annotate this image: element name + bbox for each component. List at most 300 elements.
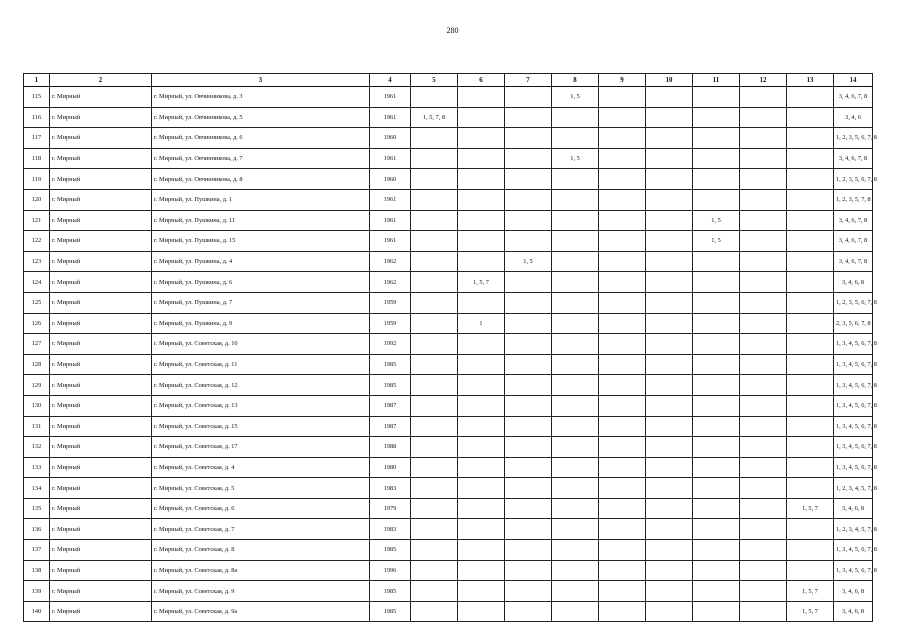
table-cell-col-5 bbox=[411, 87, 458, 108]
table-cell-col-10 bbox=[646, 375, 693, 396]
column-header-5: 5 bbox=[411, 74, 458, 87]
table-cell-col-5 bbox=[411, 478, 458, 499]
table-cell-col-1: 120 bbox=[24, 189, 50, 210]
table-cell-col-13 bbox=[787, 519, 834, 540]
table-cell-col-12 bbox=[740, 560, 787, 581]
table-row bbox=[24, 416, 873, 437]
column-header-11: 11 bbox=[693, 74, 740, 87]
table-cell-col-6 bbox=[458, 128, 505, 149]
table-cell-col-14: 3, 4, 6, 8 bbox=[834, 272, 873, 293]
table-cell-col-1: 125 bbox=[24, 292, 50, 313]
table-cell-col-1: 130 bbox=[24, 395, 50, 416]
table-row bbox=[24, 375, 873, 396]
table-cell-col-13 bbox=[787, 457, 834, 478]
table-cell-col-1: 138 bbox=[24, 560, 50, 581]
table-cell-col-12 bbox=[740, 169, 787, 190]
table-cell-col-1: 139 bbox=[24, 581, 50, 602]
table-cell-col-14: 3, 4, 6, 7, 8 bbox=[834, 251, 873, 272]
table-cell-col-5 bbox=[411, 395, 458, 416]
table-cell-col-10 bbox=[646, 540, 693, 561]
table-cell-col-5 bbox=[411, 334, 458, 355]
table-cell-col-7 bbox=[505, 169, 552, 190]
column-header-9: 9 bbox=[599, 74, 646, 87]
table-cell-col-9 bbox=[599, 128, 646, 149]
table-cell-col-3: г. Мирный, ул. Советская, д. 10 bbox=[152, 334, 370, 355]
table-cell-col-1: 121 bbox=[24, 210, 50, 231]
table-cell-col-3: г. Мирный, ул. Советская, д. 13 bbox=[152, 395, 370, 416]
table-cell-col-5 bbox=[411, 498, 458, 519]
table-cell-col-1: 133 bbox=[24, 457, 50, 478]
table-cell-col-4: 1980 bbox=[370, 457, 411, 478]
table-cell-col-2: г. Мирный bbox=[50, 128, 152, 149]
table-cell-col-11 bbox=[693, 395, 740, 416]
table-cell-col-3: г. Мирный, ул. Овчинникова, д. 8 bbox=[152, 169, 370, 190]
table-cell-col-3: г. Мирный, ул. Советская, д. 5 bbox=[152, 478, 370, 499]
table-cell-col-13 bbox=[787, 107, 834, 128]
column-header-10: 10 bbox=[646, 74, 693, 87]
table-cell-col-1: 119 bbox=[24, 169, 50, 190]
table-cell-col-13 bbox=[787, 478, 834, 499]
table-cell-col-10 bbox=[646, 354, 693, 375]
table-cell-col-5 bbox=[411, 519, 458, 540]
table-cell-col-14: 3, 4, 6 bbox=[834, 107, 873, 128]
table-cell-col-10 bbox=[646, 292, 693, 313]
table-cell-col-11 bbox=[693, 87, 740, 108]
table-cell-col-14: 3, 4, 6, 7, 8 bbox=[834, 148, 873, 169]
table-cell-col-3: г. Мирный, ул. Советская, д. 15 bbox=[152, 416, 370, 437]
table-cell-col-5 bbox=[411, 272, 458, 293]
table-cell-col-9 bbox=[599, 416, 646, 437]
table-cell-col-13 bbox=[787, 437, 834, 458]
table-cell-col-8 bbox=[552, 416, 599, 437]
table-cell-col-3: г. Мирный, ул. Пушкина, д. 1 bbox=[152, 189, 370, 210]
table-cell-col-4: 1960 bbox=[370, 169, 411, 190]
table-row bbox=[24, 560, 873, 581]
table-cell-col-7 bbox=[505, 148, 552, 169]
table-cell-col-7 bbox=[505, 334, 552, 355]
table-cell-col-4: 1985 bbox=[370, 354, 411, 375]
table-cell-col-12 bbox=[740, 437, 787, 458]
table-cell-col-4: 1961 bbox=[370, 189, 411, 210]
table-cell-col-5 bbox=[411, 251, 458, 272]
table-cell-col-8 bbox=[552, 437, 599, 458]
table-row bbox=[24, 478, 873, 499]
table-cell-col-12 bbox=[740, 210, 787, 231]
table-cell-col-6 bbox=[458, 478, 505, 499]
table-cell-col-9 bbox=[599, 581, 646, 602]
table-cell-col-8 bbox=[552, 313, 599, 334]
table-cell-col-14: 1, 3, 4, 5, 6, 7, 8 bbox=[834, 540, 873, 561]
table-cell-col-8 bbox=[552, 519, 599, 540]
table-cell-col-9 bbox=[599, 87, 646, 108]
table-cell-col-4: 1979 bbox=[370, 498, 411, 519]
table-cell-col-7 bbox=[505, 210, 552, 231]
table-cell-col-14: 1, 2, 3, 4, 5, 7, 8 bbox=[834, 519, 873, 540]
table-cell-col-10 bbox=[646, 169, 693, 190]
table-cell-col-12 bbox=[740, 272, 787, 293]
table-cell-col-5 bbox=[411, 313, 458, 334]
table-cell-col-6 bbox=[458, 189, 505, 210]
table-cell-col-8: 1, 5 bbox=[552, 148, 599, 169]
table-cell-col-13 bbox=[787, 128, 834, 149]
table-cell-col-10 bbox=[646, 478, 693, 499]
table-cell-col-10 bbox=[646, 457, 693, 478]
table-cell-col-11 bbox=[693, 189, 740, 210]
table-cell-col-8 bbox=[552, 334, 599, 355]
table-cell-col-10 bbox=[646, 189, 693, 210]
table-cell-col-4: 1961 bbox=[370, 148, 411, 169]
table-cell-col-7 bbox=[505, 581, 552, 602]
table-cell-col-10 bbox=[646, 251, 693, 272]
table-cell-col-14: 3, 4, 6, 8 bbox=[834, 601, 873, 622]
table-cell-col-14: 1, 3, 4, 5, 6, 7, 8 bbox=[834, 560, 873, 581]
table-cell-col-7 bbox=[505, 87, 552, 108]
table-cell-col-6 bbox=[458, 560, 505, 581]
table-row bbox=[24, 498, 873, 519]
table-cell-col-5 bbox=[411, 560, 458, 581]
table-cell-col-8 bbox=[552, 498, 599, 519]
table-cell-col-10 bbox=[646, 313, 693, 334]
table-cell-col-12 bbox=[740, 416, 787, 437]
table-cell-col-12 bbox=[740, 148, 787, 169]
table-cell-col-13: 1, 5, 7 bbox=[787, 601, 834, 622]
table-cell-col-3: г. Мирный, ул. Советская, д. 7 bbox=[152, 519, 370, 540]
table-cell-col-7 bbox=[505, 540, 552, 561]
table-cell-col-11 bbox=[693, 128, 740, 149]
table-row bbox=[24, 457, 873, 478]
table-cell-col-1: 132 bbox=[24, 437, 50, 458]
table-cell-col-11 bbox=[693, 498, 740, 519]
table-cell-col-8 bbox=[552, 395, 599, 416]
table-cell-col-10 bbox=[646, 519, 693, 540]
table-cell-col-4: 1987 bbox=[370, 416, 411, 437]
table-cell-col-10 bbox=[646, 498, 693, 519]
table-cell-col-4: 1961 bbox=[370, 107, 411, 128]
table-cell-col-13 bbox=[787, 148, 834, 169]
table-cell-col-3: г. Мирный, ул. Пушкина, д. 6 bbox=[152, 272, 370, 293]
table-cell-col-11 bbox=[693, 601, 740, 622]
table-cell-col-11 bbox=[693, 519, 740, 540]
table-cell-col-5 bbox=[411, 416, 458, 437]
table-cell-col-12 bbox=[740, 334, 787, 355]
table-cell-col-7 bbox=[505, 437, 552, 458]
table-cell-col-14: 1, 3, 4, 5, 6, 7, 8 bbox=[834, 457, 873, 478]
column-header-6: 6 bbox=[458, 74, 505, 87]
table-cell-col-5 bbox=[411, 354, 458, 375]
table-cell-col-4: 1961 bbox=[370, 210, 411, 231]
table-cell-col-7 bbox=[505, 292, 552, 313]
table-cell-col-9 bbox=[599, 169, 646, 190]
table-cell-col-13 bbox=[787, 87, 834, 108]
table-cell-col-9 bbox=[599, 251, 646, 272]
table-cell-col-13: 1, 5, 7 bbox=[787, 581, 834, 602]
table-cell-col-2: г. Мирный bbox=[50, 395, 152, 416]
column-header-1: 1 bbox=[24, 74, 50, 87]
table-cell-col-7 bbox=[505, 478, 552, 499]
table-cell-col-4: 1962 bbox=[370, 272, 411, 293]
table-cell-col-11 bbox=[693, 437, 740, 458]
table-cell-col-5 bbox=[411, 128, 458, 149]
table-cell-col-12 bbox=[740, 519, 787, 540]
table-cell-col-13 bbox=[787, 210, 834, 231]
table-cell-col-13: 1, 5, 7 bbox=[787, 498, 834, 519]
table-cell-col-9 bbox=[599, 601, 646, 622]
table-cell-col-11: 1, 5 bbox=[693, 231, 740, 252]
table-cell-col-12 bbox=[740, 313, 787, 334]
table-cell-col-13 bbox=[787, 560, 834, 581]
table-cell-col-2: г. Мирный bbox=[50, 601, 152, 622]
table-cell-col-7: 1, 5 bbox=[505, 251, 552, 272]
table-cell-col-8 bbox=[552, 272, 599, 293]
table-cell-col-14: 1, 3, 4, 5, 6, 7, 8 bbox=[834, 395, 873, 416]
table-cell-col-6 bbox=[458, 169, 505, 190]
table-cell-col-6 bbox=[458, 231, 505, 252]
table-cell-col-6 bbox=[458, 354, 505, 375]
table-row bbox=[24, 231, 873, 252]
table-row bbox=[24, 148, 873, 169]
table-cell-col-2: г. Мирный bbox=[50, 189, 152, 210]
table-cell-col-4: 1988 bbox=[370, 437, 411, 458]
table-cell-col-14: 1, 3, 4, 5, 6, 7, 8 bbox=[834, 354, 873, 375]
table-cell-col-6 bbox=[458, 148, 505, 169]
table-cell-col-3: г. Мирный, ул. Советская, д. 17 bbox=[152, 437, 370, 458]
table-row bbox=[24, 169, 873, 190]
column-header-14: 14 bbox=[834, 74, 873, 87]
table-cell-col-12 bbox=[740, 498, 787, 519]
table-cell-col-9 bbox=[599, 210, 646, 231]
table-row bbox=[24, 601, 873, 622]
table-cell-col-14: 1, 3, 4, 5, 6, 7, 8 bbox=[834, 334, 873, 355]
table-cell-col-8 bbox=[552, 210, 599, 231]
table-cell-col-9 bbox=[599, 189, 646, 210]
table-cell-col-6 bbox=[458, 540, 505, 561]
table-cell-col-14: 1, 2, 3, 5, 6, 7, 8 bbox=[834, 169, 873, 190]
table-row bbox=[24, 519, 873, 540]
table-cell-col-7 bbox=[505, 354, 552, 375]
table-cell-col-1: 136 bbox=[24, 519, 50, 540]
table-cell-col-6 bbox=[458, 437, 505, 458]
table-cell-col-6 bbox=[458, 107, 505, 128]
table-cell-col-11 bbox=[693, 169, 740, 190]
table-cell-col-4: 1983 bbox=[370, 478, 411, 499]
table-cell-col-3: г. Мирный, ул. Овчинникова, д. 3 bbox=[152, 87, 370, 108]
table-cell-col-6 bbox=[458, 87, 505, 108]
table-cell-col-5 bbox=[411, 169, 458, 190]
table-cell-col-13 bbox=[787, 354, 834, 375]
table-row bbox=[24, 210, 873, 231]
table-cell-col-13 bbox=[787, 272, 834, 293]
table-row bbox=[24, 581, 873, 602]
table-cell-col-10 bbox=[646, 437, 693, 458]
table-cell-col-14: 3, 4, 6, 8 bbox=[834, 581, 873, 602]
table-cell-col-13 bbox=[787, 395, 834, 416]
table-cell-col-4: 1959 bbox=[370, 313, 411, 334]
table-cell-col-10 bbox=[646, 231, 693, 252]
table-cell-col-8 bbox=[552, 457, 599, 478]
table-cell-col-9 bbox=[599, 272, 646, 293]
table-row bbox=[24, 292, 873, 313]
table-cell-col-14: 1, 2, 3, 4, 5, 7, 8 bbox=[834, 478, 873, 499]
table-body bbox=[24, 87, 877, 622]
table-cell-col-1: 124 bbox=[24, 272, 50, 293]
table-cell-col-2: г. Мирный bbox=[50, 169, 152, 190]
table-cell-col-8 bbox=[552, 251, 599, 272]
table-cell-col-10 bbox=[646, 128, 693, 149]
table-cell-col-2: г. Мирный bbox=[50, 519, 152, 540]
table-cell-col-14: 3, 4, 6, 7, 8 bbox=[834, 210, 873, 231]
table-cell-col-10 bbox=[646, 272, 693, 293]
table-cell-col-3: г. Мирный, ул. Пушкина, д. 9 bbox=[152, 313, 370, 334]
table-cell-col-10 bbox=[646, 87, 693, 108]
table-cell-col-8 bbox=[552, 478, 599, 499]
table-cell-col-6 bbox=[458, 519, 505, 540]
table-cell-col-7 bbox=[505, 601, 552, 622]
table-row bbox=[24, 107, 873, 128]
table-cell-col-3: г. Мирный, ул. Советская, д. 11 bbox=[152, 354, 370, 375]
table-cell-col-4: 1996 bbox=[370, 560, 411, 581]
table-cell-col-1: 137 bbox=[24, 540, 50, 561]
table-cell-col-12 bbox=[740, 128, 787, 149]
table-cell-col-4: 1987 bbox=[370, 395, 411, 416]
table-cell-col-3: г. Мирный, ул. Советская, д. 4 bbox=[152, 457, 370, 478]
table-cell-col-8 bbox=[552, 107, 599, 128]
table-cell-col-4: 1985 bbox=[370, 581, 411, 602]
table-cell-col-1: 122 bbox=[24, 231, 50, 252]
table-cell-col-2: г. Мирный bbox=[50, 375, 152, 396]
table-row bbox=[24, 87, 873, 108]
table-cell-col-6 bbox=[458, 581, 505, 602]
table-cell-col-5 bbox=[411, 210, 458, 231]
table-cell-col-7 bbox=[505, 375, 552, 396]
table-cell-col-11 bbox=[693, 354, 740, 375]
table-cell-col-11 bbox=[693, 334, 740, 355]
table-cell-col-1: 116 bbox=[24, 107, 50, 128]
table-cell-col-2: г. Мирный bbox=[50, 87, 152, 108]
table-cell-col-3: г. Мирный, ул. Пушкина, д. 7 bbox=[152, 292, 370, 313]
table-cell-col-2: г. Мирный bbox=[50, 251, 152, 272]
table-cell-col-2: г. Мирный bbox=[50, 540, 152, 561]
table-cell-col-4: 1961 bbox=[370, 231, 411, 252]
table-row bbox=[24, 251, 873, 272]
column-header-12: 12 bbox=[740, 74, 787, 87]
table-cell-col-6 bbox=[458, 457, 505, 478]
table-cell-col-9 bbox=[599, 498, 646, 519]
table-cell-col-11 bbox=[693, 148, 740, 169]
table-cell-col-14: 3, 4, 6, 7, 8 bbox=[834, 87, 873, 108]
table-cell-col-12 bbox=[740, 395, 787, 416]
table-cell-col-8 bbox=[552, 581, 599, 602]
table-cell-col-11 bbox=[693, 540, 740, 561]
table-cell-col-3: г. Мирный, ул. Пушкина, д. 4 bbox=[152, 251, 370, 272]
table-cell-col-3: г. Мирный, ул. Овчинникова, д. 5 bbox=[152, 107, 370, 128]
table-cell-col-3: г. Мирный, ул. Советская, д. 9 bbox=[152, 581, 370, 602]
table-cell-col-5 bbox=[411, 540, 458, 561]
table-cell-col-9 bbox=[599, 313, 646, 334]
table-cell-col-14: 1, 2, 3, 5, 7, 8 bbox=[834, 189, 873, 210]
table-cell-col-9 bbox=[599, 395, 646, 416]
table-cell-col-12 bbox=[740, 189, 787, 210]
table-cell-col-2: г. Мирный bbox=[50, 354, 152, 375]
table-cell-col-3: г. Мирный, ул. Советская, д. 8 bbox=[152, 540, 370, 561]
table-cell-col-10 bbox=[646, 581, 693, 602]
table-cell-col-1: 126 bbox=[24, 313, 50, 334]
table-cell-col-9 bbox=[599, 437, 646, 458]
table-cell-col-8 bbox=[552, 231, 599, 252]
table-cell-col-12 bbox=[740, 354, 787, 375]
table-cell-col-5 bbox=[411, 581, 458, 602]
column-header-8: 8 bbox=[552, 74, 599, 87]
table-cell-col-9 bbox=[599, 334, 646, 355]
table-cell-col-7 bbox=[505, 128, 552, 149]
table-cell-col-11 bbox=[693, 478, 740, 499]
table-cell-col-11 bbox=[693, 272, 740, 293]
table-cell-col-3: г. Мирный, ул. Пушкина, д. 15 bbox=[152, 231, 370, 252]
table-cell-col-8 bbox=[552, 560, 599, 581]
table-cell-col-13 bbox=[787, 313, 834, 334]
table-cell-col-11 bbox=[693, 251, 740, 272]
table-cell-col-11 bbox=[693, 581, 740, 602]
table-cell-col-3: г. Мирный, ул. Пушкина, д. 11 bbox=[152, 210, 370, 231]
table-cell-col-13 bbox=[787, 416, 834, 437]
table-cell-col-2: г. Мирный bbox=[50, 334, 152, 355]
table-cell-col-4: 1985 bbox=[370, 601, 411, 622]
table-cell-col-5 bbox=[411, 375, 458, 396]
table-cell-col-11 bbox=[693, 292, 740, 313]
table-cell-col-11 bbox=[693, 313, 740, 334]
table-cell-col-9 bbox=[599, 560, 646, 581]
table-row bbox=[24, 395, 873, 416]
table-cell-col-9 bbox=[599, 478, 646, 499]
table-cell-col-2: г. Мирный bbox=[50, 210, 152, 231]
table-cell-col-8 bbox=[552, 169, 599, 190]
table-cell-col-12 bbox=[740, 107, 787, 128]
table-cell-col-6 bbox=[458, 601, 505, 622]
table-cell-col-9 bbox=[599, 540, 646, 561]
table-cell-col-7 bbox=[505, 107, 552, 128]
table-cell-col-9 bbox=[599, 107, 646, 128]
table-cell-col-10 bbox=[646, 107, 693, 128]
table-cell-col-11 bbox=[693, 107, 740, 128]
table-row bbox=[24, 540, 873, 561]
table-cell-col-9 bbox=[599, 231, 646, 252]
table-cell-col-2: г. Мирный bbox=[50, 457, 152, 478]
table-cell-col-10 bbox=[646, 148, 693, 169]
table-cell-col-8 bbox=[552, 540, 599, 561]
table-cell-col-7 bbox=[505, 416, 552, 437]
table-cell-col-8: 1, 5 bbox=[552, 87, 599, 108]
table-cell-col-12 bbox=[740, 581, 787, 602]
table-cell-col-6 bbox=[458, 416, 505, 437]
table-cell-col-13 bbox=[787, 189, 834, 210]
column-header-7: 7 bbox=[505, 74, 552, 87]
table-cell-col-2: г. Мирный bbox=[50, 148, 152, 169]
table-cell-col-2: г. Мирный bbox=[50, 498, 152, 519]
table-cell-col-2: г. Мирный bbox=[50, 107, 152, 128]
table-cell-col-6 bbox=[458, 210, 505, 231]
table-cell-col-1: 140 bbox=[24, 601, 50, 622]
table-cell-col-7 bbox=[505, 519, 552, 540]
table-row bbox=[24, 189, 873, 210]
table-cell-col-9 bbox=[599, 292, 646, 313]
table-cell-col-2: г. Мирный bbox=[50, 581, 152, 602]
table-cell-col-9 bbox=[599, 354, 646, 375]
table-cell-col-9 bbox=[599, 375, 646, 396]
table-cell-col-12 bbox=[740, 478, 787, 499]
table-cell-col-2: г. Мирный bbox=[50, 416, 152, 437]
column-header-4: 4 bbox=[370, 74, 411, 87]
table-cell-col-14: 1, 2, 3, 5, 6, 7, 8 bbox=[834, 128, 873, 149]
table-cell-col-12 bbox=[740, 601, 787, 622]
